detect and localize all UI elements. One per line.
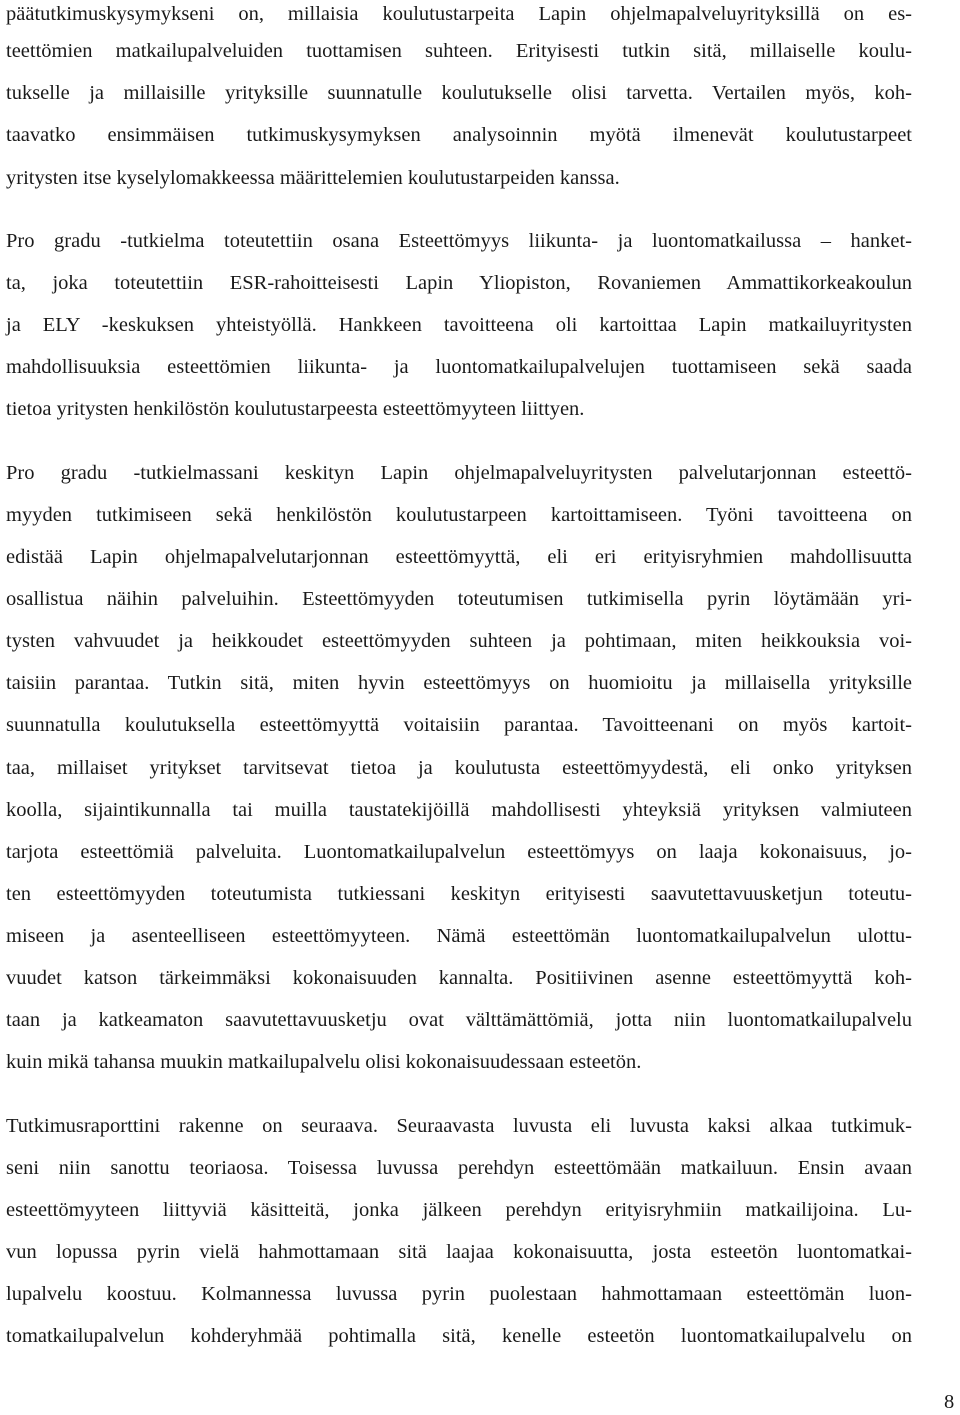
text-line: teettömien matkailupalveluiden tuottamisen suhteen. Erityisesti tutkin sitä, millaiselle koulu- bbox=[6, 40, 912, 62]
text-line: esteettömyyteen liittyviä käsitteitä, jonka jälkeen perehdyn erityisryhmiin matkailijoina. Lu- bbox=[6, 1199, 912, 1221]
text-line: ta, joka toteutettiin ESR-rahoitteisesti Lapin Yliopiston, Rovaniemen Ammattikorkeakoulun bbox=[6, 272, 912, 294]
text-line: tietoa yritysten henkilöstön koulutustarpeesta esteettömyyteen liittyen. bbox=[6, 398, 585, 420]
text-line: myyden tutkimiseen sekä henkilöstön koulutustarpeen kartoittamiseen. Työni tavoitteena on bbox=[6, 504, 912, 526]
text-line: tomatkailupalvelun kohderyhmää pohtimalla sitä, kenelle esteetön luontomatkailupalvelu on bbox=[6, 1325, 912, 1347]
text-line: taisiin parantaa. Tutkin sitä, miten hyvin esteettömyys on huomioitu ja millaisella yrityksille bbox=[6, 672, 912, 694]
text-line: Pro gradu -tutkielmassani keskityn Lapin ohjelmapalveluyritysten palvelutarjonnan esteettö- bbox=[6, 462, 912, 484]
text-line: tukselle ja millaisille yrityksille suunnatulle koulutukselle olisi tarvetta. Vertailen myös, koh- bbox=[6, 82, 912, 104]
text-line: suunnatulla koulutuksella esteettömyyttä voitaisiin parantaa. Tavoitteenani on myös kartoit- bbox=[6, 714, 912, 736]
text-line: ja ELY -keskuksen yhteistyöllä. Hankkeen tavoitteena oli kartoittaa Lapin matkailuyritysten bbox=[6, 314, 912, 336]
text-line: vuudet katson tärkeimmäksi kokonaisuuden kannalta. Positiivinen asenne esteettömyyttä koh- bbox=[6, 967, 912, 989]
text-line: taan ja katkeamaton saavutettavuusketju ovat välttämättömiä, jotta niin luontomatkailupalvelu bbox=[6, 1009, 912, 1031]
text-line: lupalvelu koostuu. Kolmannessa luvussa pyrin puolestaan hahmottamaan esteettömän luon- bbox=[6, 1283, 912, 1305]
text-line: miseen ja asenteelliseen esteettömyyteen. Nämä esteettömän luontomatkailupalvelun ulottu- bbox=[6, 925, 912, 947]
text-line: Tutkimusraporttini rakenne on seuraava. Seuraavasta luvusta eli luvusta kaksi alkaa tutkimuk- bbox=[6, 1115, 912, 1137]
text-line: ten esteettömyyden toteutumista tutkiessani keskityn erityisesti saavutettavuusketjun toteutu- bbox=[6, 883, 912, 905]
text-line: koolla, sijaintikunnalla tai muilla taustatekijöillä mahdollisesti yhteyksiä yrityksen valmiuteen bbox=[6, 799, 912, 821]
text-line: päätutkimuskysymykseni on, millaisia koulutustarpeita Lapin ohjelmapalveluyrityksillä on es- bbox=[6, 3, 912, 25]
text-line: edistää Lapin ohjelmapalvelutarjonnan esteettömyyttä, eli eri erityisryhmien mahdollisuutta bbox=[6, 546, 912, 568]
text-line: vun lopussa pyrin vielä hahmottamaan sitä laajaa kokonaisuutta, josta esteetön luontomatkai- bbox=[6, 1241, 912, 1263]
text-line: taavatko ensimmäisen tutkimuskysymyksen analysoinnin myötä ilmenevät koulutustarpeet bbox=[6, 124, 912, 146]
text-line: kuin mikä tahansa muukin matkailupalvelu olisi kokonaisuudessaan esteetön. bbox=[6, 1051, 642, 1073]
text-line: mahdollisuuksia esteettömien liikunta- ja luontomatkailupalvelujen tuottamiseen sekä saada bbox=[6, 356, 912, 378]
text-line: Pro gradu -tutkielma toteutettiin osana Esteettömyys liikunta- ja luontomatkailussa – hanket- bbox=[6, 230, 912, 252]
text-line: osallistua näihin palveluihin. Esteettömyyden toteutumisen tutkimisella pyrin löytämään yri- bbox=[6, 588, 912, 610]
text-line: tysten vahvuudet ja heikkoudet esteettömyyden suhteen ja pohtimaan, miten heikkouksia voi- bbox=[6, 630, 912, 652]
text-line: yritysten itse kyselylomakkeessa määrittelemien koulutustarpeiden kanssa. bbox=[6, 167, 620, 189]
page-number: 8 bbox=[944, 1391, 955, 1413]
text-line: tarjota esteettömiä palveluita. Luontomatkailupalvelun esteettömyys on laaja kokonaisuus, jo- bbox=[6, 841, 912, 863]
text-line: taa, millaiset yritykset tarvitsevat tietoa ja koulutusta esteettömyydestä, eli onko yrityksen bbox=[6, 757, 912, 779]
text-line: seni niin sanottu teoriaosa. Toisessa luvussa perehdyn esteettömään matkailuun. Ensin avaan bbox=[6, 1157, 912, 1179]
